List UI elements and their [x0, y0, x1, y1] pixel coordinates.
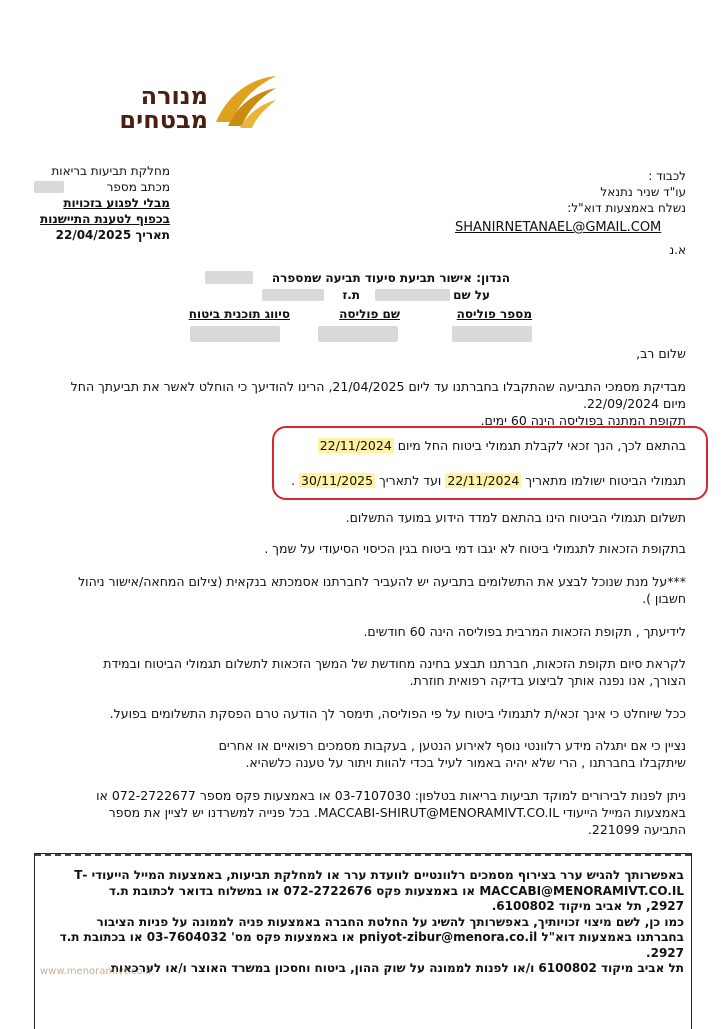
company-logo	[90, 70, 280, 140]
subject-text: אישור תביעת סיעוד תביעה שמספרה	[271, 271, 473, 285]
appeal-line-2: MACCABI@MENORAMIVT.CO.IL או באמצעות פקס 072-2722676 או במשלוח בדואר לכתובת ת.ד	[108, 883, 684, 898]
payment-until-date: 30/11/2025	[301, 473, 374, 488]
header-department-block	[20, 163, 170, 243]
addressee-block	[440, 168, 686, 216]
paragraph-reexamination	[40, 655, 686, 689]
subject-to-limitation: בכפוף לטענת התיישנות	[40, 212, 170, 226]
letter-number-label: מכתב מספר	[106, 180, 170, 194]
reexamination-line-1: לקראת סיום תקופת הזכאות, חברתנו תבצע בחינה מחודשת של המשך הזכאות לתשלום תגמולי הביטוח ובמידת	[103, 656, 686, 671]
reexamination-line-2: הצורך, אנו נפנה אותך לביצוע בדיקה רפואית חוזרת.	[409, 673, 686, 688]
addressee-email[interactable]: SHANIRNETANAEL@GMAIL.COM	[455, 220, 662, 235]
redacted-program-type	[190, 326, 280, 342]
appeal-line-3: 2927, תל אביב מיקוד 6100802.	[491, 899, 684, 913]
id-label: ת.ז	[342, 288, 360, 302]
no-rights-prejudice: מבלי לפגוע בזכויות	[63, 196, 170, 210]
paragraph-approval	[40, 378, 686, 429]
entitlement-line-1	[290, 437, 686, 454]
redacted-policy-name	[318, 326, 398, 342]
dashed-divider	[35, 854, 691, 856]
redacted-name	[375, 289, 450, 301]
an-label: א.נ	[669, 243, 686, 257]
entitlement-text: בהתאם לכך, הנך זכאי לקבלת תגמולי ביטוח החל מיום	[397, 438, 686, 453]
logo-line2: מבטחים	[119, 106, 208, 134]
appeal-line-4: כמו כן, לשם מיצוי זכויותיך, באפשרותך להשיג על החלטת החברה באמצעות פניה לממונה על פניות הציבור	[96, 914, 684, 929]
col-program-type: סיווג תוכנית ביטוח	[188, 307, 290, 321]
appeal-line-7: תל אביב מיקוד 6100802 ו/או לפנות לממונה על שוק ההון, ביטוח וחסכון במשרד האוצר ו/או לערכאות	[110, 961, 684, 975]
contact-line-3: התביעה 221099.	[587, 822, 686, 837]
redacted-claim-number	[205, 271, 253, 284]
paragraph-premium-waiver: בתקופת הזכאות לתגמולי ביטוח לא יגבו דמי ביטוח בגין הכיסוי הסיעודי על שמך .	[264, 541, 686, 556]
subject-label: הנדון:	[476, 271, 510, 285]
payment-until-label: ועד לתאריך	[379, 473, 442, 488]
paragraph-contact	[40, 787, 686, 838]
redacted-letter-number	[34, 181, 64, 193]
col-policy-name: שם פוליסה	[339, 307, 400, 321]
paragraph-index-linkage: תשלום תגמולי הביטוח הינו בהתאם למדד הידוע במועד התשלום.	[345, 510, 686, 525]
payment-from-date: 22/11/2024	[447, 473, 520, 488]
to-label: לכבוד :	[648, 169, 686, 183]
paragraph-new-info	[40, 737, 686, 771]
new-info-line-1: נציין כי אם יתגלה מידע רלוונטי נוסף לאירוע הנטען , בעקבות מסמכים רפואיים או אחרים	[218, 738, 686, 753]
greeting: שלום רב,	[636, 346, 686, 361]
paragraph-max-period: לידיעתך , תקופת הזכאות המרבית בפוליסה הינה 60 חודשים.	[363, 624, 686, 639]
payment-from-label: תגמולי הביטוח ישולמו מתאריך	[525, 473, 686, 488]
appeal-line-1: באפשרותך להגיש ערר בצירוף מסמכים רלוונטיים לוועדת ערר או למחלקת תביעות, באמצעות המייל הייעודי -T	[74, 868, 684, 882]
name-label: על שם	[453, 288, 490, 302]
appeal-info-text	[44, 868, 684, 977]
approval-line-1: מבדיקת מסמכי התביעה שהתקבלו בחברתנו עד ליום 21/04/2025, הרינו להודיעך כי הוחלט לאשר את תביעתך החל	[70, 379, 686, 394]
subject-line	[220, 270, 510, 286]
col-policy-number: מספר פוליסה	[456, 307, 532, 321]
logo-line1: מנורה	[140, 82, 208, 110]
redacted-id	[262, 289, 324, 301]
paragraph-notice: ככל שיוחלט כי אינך זכאי/ת לתגמולי ביטוח על פי הפוליסה, תימסר לך הודעה טרם הפסקת התשלומים בפועל.	[109, 706, 686, 721]
footer-watermark: www.menoramivt.co.il	[40, 966, 152, 977]
entitlement-start-date: 22/11/2024	[319, 438, 392, 453]
paragraph-bank-proof	[40, 573, 686, 607]
sent-via-email-label: נשלח באמצעות דוא"ל:	[567, 201, 686, 215]
department-name: מחלקת תביעות בריאות	[51, 164, 170, 178]
new-info-line-2: שיתקבלו בחברתנו , הרי שלא יהיה באמור לעיל בכדי להוות ויתור על טענה כלשהיא.	[245, 755, 686, 770]
logo-swoosh-icon	[210, 70, 280, 140]
redacted-policy-number	[452, 326, 532, 342]
contact-line-2: באמצעות המייל הייעודי MACCABI-SHIRUT@MENORAMIVT.CO.IL. בכל פנייה למשרדנו יש לציין את מספר	[108, 805, 686, 820]
approval-line-2: מיום 22/09/2024.	[583, 396, 686, 411]
appeal-line-5: בחברתנו באמצעות דוא"ל pniyot-zibur@menora.co.il או באמצעות פקס מס' 03-7604032 או בכתובת ת.ד	[59, 930, 684, 944]
appeal-line-6: 2927.	[646, 945, 684, 960]
bank-proof-line-1: ***על מנת שנוכל לבצע את התשלומים בתביעה יש להעביר לחברתנו אסמכתא בנקאית (צילום המחאה/אישור ניהול	[78, 574, 686, 589]
letter-date: תאריך 22/04/2025	[55, 228, 170, 242]
approval-line-3: תקופת המתנה בפוליסה הינה 60 ימים.	[480, 413, 686, 428]
contact-line-1: ניתן לפנות לבירורים למוקד תביעות בריאות בטלפון: 03-7107030 או באמצעות פקס מספר 072-2722677 או	[96, 788, 686, 803]
bank-proof-line-2: חשבון ).	[642, 591, 686, 606]
entitlement-line-2: תגמולי הביטוח ישולמו מתאריך 22/11/2024 ועד לתאריך 30/11/2025 .	[291, 473, 686, 488]
attorney-name: עו"ד שניר נתנאל	[600, 185, 686, 199]
